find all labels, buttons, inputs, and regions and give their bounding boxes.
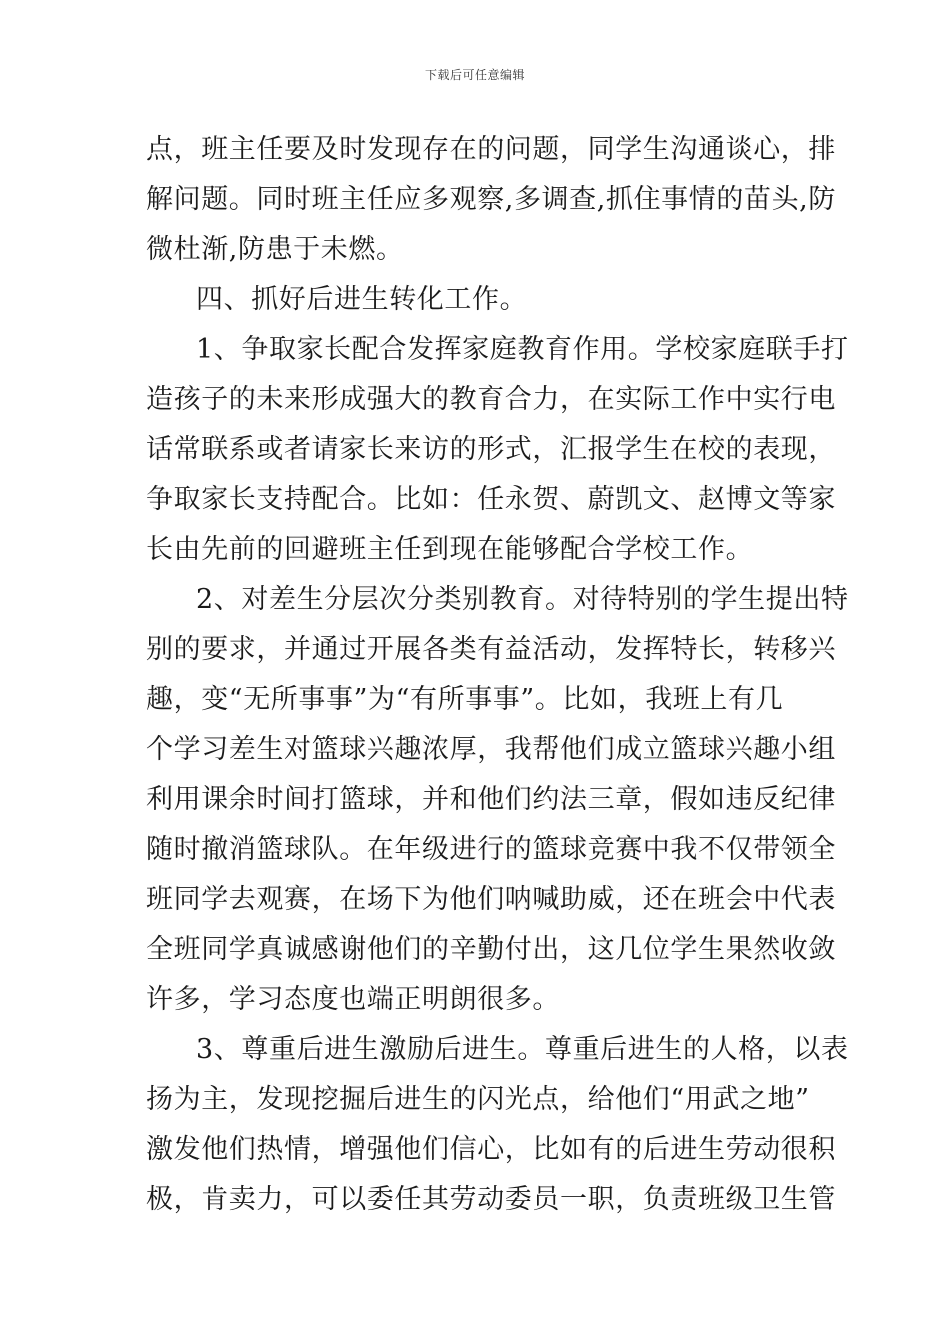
text-line: 点，班主任要及时发现存在的问题，同学生沟通谈心，排 [146, 134, 836, 165]
text-line: 全班同学真诚感谢他们的辛勤付出，这几位学生果然收敛 [146, 934, 836, 965]
text-line: 许多，学习态度也端正明朗很多。 [146, 984, 560, 1015]
text-line: 随时撤消篮球队。在年级进行的篮球竞赛中我不仅带领全 [146, 834, 836, 865]
page-header: 下载后可任意编辑 [424, 68, 525, 82]
paragraph-start: 1、争取家长配合发挥家庭教育作用。学校家庭联手打 [196, 334, 849, 365]
text-line: 争取家长支持配合。比如：任永贺、蔚凯文、赵博文等家 [146, 484, 836, 515]
text-line: 个学习差生对篮球兴趣浓厚，我帮他们成立篮球兴趣小组 [146, 734, 836, 765]
text-line: 别的要求，并通过开展各类有益活动，发挥特长，转移兴 [146, 634, 836, 665]
text-line: 利用课余时间打篮球，并和他们约法三章，假如违反纪律 [146, 784, 836, 815]
text-line: 趣，变“无所事事”为“有所事事”。比如，我班上有几 [146, 684, 784, 715]
text-line: 微杜渐,防患于未燃。 [146, 234, 404, 265]
text-line: 激发他们热情，增强他们信心，比如有的后进生劳动很积 [146, 1134, 836, 1165]
text-line: 长由先前的回避班主任到现在能够配合学校工作。 [146, 534, 754, 565]
text-line: 扬为主，发现挖掘后进生的闪光点，给他们“用武之地” [146, 1084, 810, 1115]
paragraph-start: 3、尊重后进生激励后进生。尊重后进生的人格，以表 [196, 1034, 849, 1065]
paragraph-start: 2、对差生分层次分类别教育。对待特别的学生提出特 [196, 584, 849, 615]
text-line: 极，肯卖力，可以委任其劳动委员一职，负责班级卫生管 [146, 1184, 836, 1215]
text-line: 话常联系或者请家长来访的形式，汇报学生在校的表现， [146, 434, 836, 465]
text-line: 班同学去观赛，在场下为他们呐喊助威，还在班会中代表 [146, 884, 836, 915]
section-heading: 四、抓好后进生转化工作。 [196, 284, 528, 315]
text-line: 造孩子的未来形成强大的教育合力，在实际工作中实行电 [146, 384, 836, 415]
text-line: 解问题。同时班主任应多观察,多调查,抓住事情的苗头,防 [146, 184, 836, 215]
